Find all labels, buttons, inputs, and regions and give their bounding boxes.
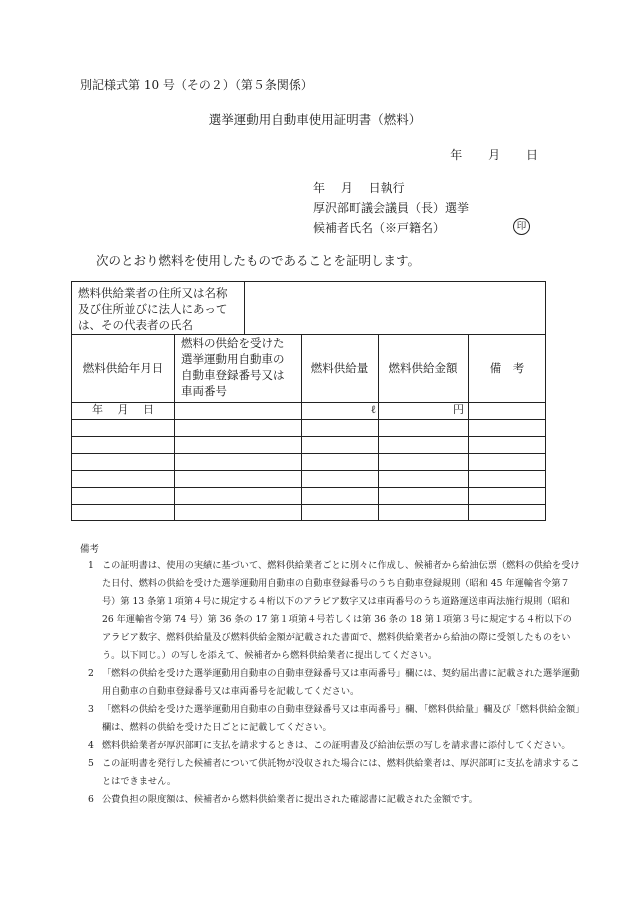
note-number: 6 — [88, 794, 94, 805]
row-1-date[interactable]: 年 月 日 — [92, 403, 154, 416]
note-number: 1 — [88, 560, 94, 571]
header-remarks: 備 考 — [489, 361, 525, 375]
header-vehicle-number — [181, 335, 285, 399]
note-text: 燃料供給業者が厚沢部町に支払を請求するときは、この証明書及び給油伝票の写しを請求書に添付してください。 — [102, 740, 571, 751]
note-item — [80, 665, 580, 701]
supplier-label-line: は、その代表者の氏名 — [78, 318, 193, 332]
note-item — [80, 701, 580, 737]
row-1-amount-unit: 円 — [453, 403, 464, 416]
header-vehicle-line: 自動車登録番号又は — [181, 368, 285, 382]
supplier-label-line: 及び住所並びに法人にあって — [78, 302, 228, 316]
note-text: この証明書を発行した候補者について供託物が没収された場合には、燃料供給業者は、厚沢部町に支払を請求することはできません。 — [102, 758, 580, 787]
note-text: 「燃料の供給を受けた選挙運動用自動車の自動車登録番号又は車両番号」欄、「燃料供給量」欄及び「燃料供給金額」欄は、燃料の供給を受けた日ごとに記載してください。 — [102, 704, 580, 733]
seal-mark: 印 — [513, 218, 530, 235]
form-number: 別記様式第 10 号（その２）（第５条関係） — [80, 78, 313, 92]
note-number: 3 — [88, 704, 94, 715]
candidate-name-label: 候補者氏名（※戸籍名） — [313, 221, 446, 235]
election-name: 厚沢部町議会議員（長）選挙 — [313, 201, 470, 215]
fuel-usage-table — [71, 281, 546, 521]
note-text: この証明書は、使用の実績に基づいて、燃料供給業者ごとに別々に作成し、候補者から給油伝票（燃料の供給を受けた日付、燃料の供給を受けた選挙運動用自動車の自動車登録番号のうち自動車登録規則（昭和 45 年運輸省令第７号）第 13 条第１項第４号に規定する４桁以下のアラビア数字又は車両番号のうち道路運送車両法施行規則（昭和 26 年運輸省令第 74 号）第 36 条の 17 第１項第４号若しくは第 36 条の 18 第１項第３号に規定する４桁以下のアラビア数字、燃料供給量及び燃料供給金額が記載された書面で、燃料供給業者から給油の際に受領したものをいう。以下同じ。）の写しを添えて、候補者から燃料供給業者に提出してください。 — [102, 560, 580, 661]
header-supply-date: 燃料供給年月日 — [82, 361, 164, 375]
row-1-quantity-unit: ℓ — [370, 403, 376, 416]
note-number: 2 — [88, 668, 94, 679]
header-fuel-amount: 燃料供給金額 — [388, 361, 458, 375]
header-vehicle-line: 燃料の供給を受けた — [181, 336, 285, 350]
notes-list — [80, 557, 580, 809]
notes-heading: 備考 — [80, 544, 100, 555]
note-item — [80, 737, 580, 755]
document-title: 選挙運動用自動車使用証明書（燃料） — [208, 112, 422, 127]
date-month-label: 月 — [488, 148, 501, 162]
note-item — [80, 791, 580, 809]
header-fuel-quantity: 燃料供給量 — [310, 361, 369, 375]
note-item — [80, 755, 580, 791]
date-year-label: 年 — [450, 148, 463, 162]
note-text: 公費負担の限度額は、候補者から燃料供給業者に提出された確認書に記載された金額です。 — [102, 794, 478, 805]
certification-statement: 次のとおり燃料を使用したものであることを証明します。 — [96, 253, 421, 268]
note-number: 5 — [88, 758, 94, 769]
election-date: 年 月 日執行 — [313, 181, 405, 195]
note-number: 4 — [88, 740, 94, 751]
note-text: 「燃料の供給を受けた選挙運動用自動車の自動車登録番号又は車両番号」欄には、契約届出書に記載された選挙運動用自動車の自動車登録番号又は車両番号を記載してください。 — [102, 668, 580, 697]
header-vehicle-line: 車両番号 — [181, 384, 227, 398]
note-item — [80, 557, 580, 665]
issue-date-line — [450, 146, 538, 163]
header-vehicle-line: 選挙運動用自動車の — [181, 352, 285, 366]
supplier-label — [78, 285, 228, 333]
supplier-label-line: 燃料供給業者の住所又は名称 — [78, 286, 228, 300]
supplier-field[interactable] — [245, 282, 545, 334]
date-day-label: 日 — [525, 148, 538, 162]
